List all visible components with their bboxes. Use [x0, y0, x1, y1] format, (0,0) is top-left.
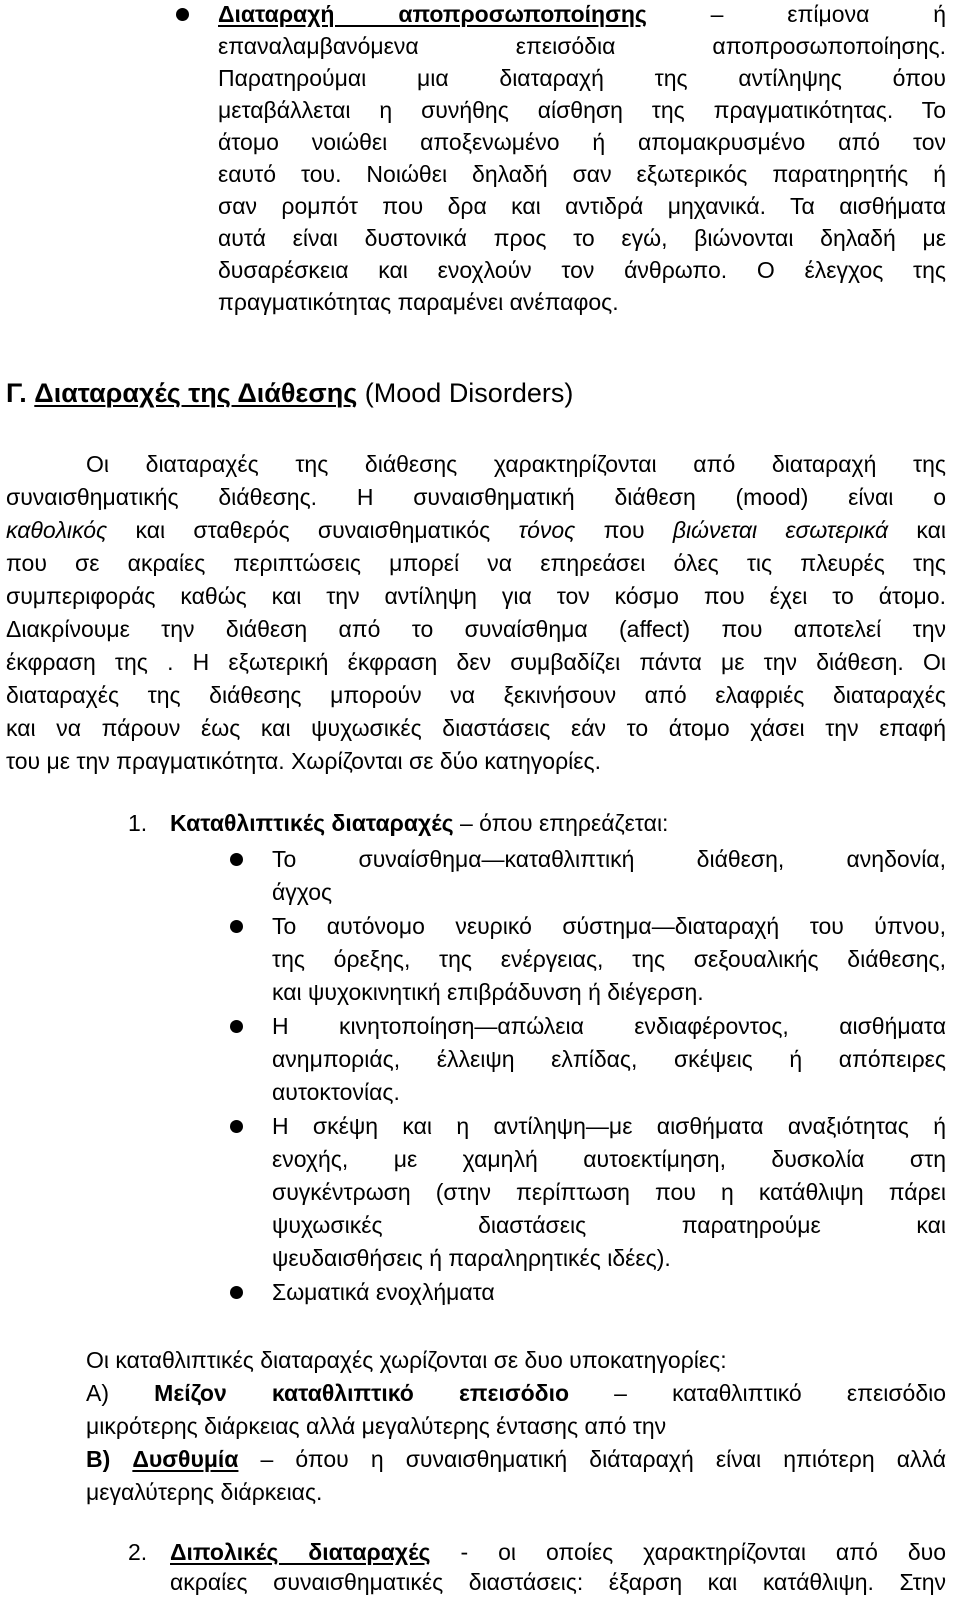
paragraph-line: συναισθηματικής διάθεσης. Η συναισθηματική διάθεση (mood) είναι ο: [6, 484, 946, 510]
bullet-line: ψυχωσικές διαστάσεις παρατηρούμε και: [272, 1212, 946, 1238]
section1-line: μεταβάλλεται η συνήθης αίσθηση της πραγματικότητας. Το: [218, 97, 946, 123]
item2-heading: [170, 1536, 946, 1568]
subcat-a-label: Α): [86, 1380, 109, 1406]
item1-heading: [170, 807, 668, 839]
emphasis: τόνος: [518, 517, 576, 543]
subcat-b-title: Δυσθυμία: [132, 1446, 239, 1472]
item2-title: Διπολικές διαταραχές: [170, 1539, 431, 1565]
section1-line: επαναλαμβανόμενα επεισόδια αποπροσωποποίησης.: [218, 33, 946, 59]
item1-title: Καταθλιπτικές διαταραχές: [170, 810, 454, 836]
subcat-a-line2: μικρότερης διάρκειας αλλά μεγαλύτερης έντασης από την: [86, 1413, 667, 1439]
bullet-line: άγχος: [272, 879, 333, 905]
heading-prefix: Γ.: [6, 378, 27, 408]
section1-first-line: [218, 0, 946, 30]
item2-rest: - οι οποίες χαρακτηρίζονται από δυο: [460, 1539, 947, 1565]
bullet-icon: [230, 920, 243, 933]
bullet-line: ψευδαισθήσεις ή παραληρητικές ιδέες).: [272, 1245, 671, 1271]
subcat-b-line2: μεγαλύτερης διάρκειας.: [86, 1479, 323, 1505]
bullet-line: αυτοκτονίας.: [272, 1079, 400, 1105]
text: που: [575, 517, 673, 543]
section1-line: σαν ρομπότ που δρα και αντιδρά μηχανικά. Τα αισθήματα: [218, 193, 946, 219]
section1-line: δυσαρέσκεια και ενοχλούν τον άνθρωπο. Ο έλεγχος της: [218, 257, 946, 283]
item2-number: 2.: [128, 1539, 148, 1565]
paragraph-line: που σε ακραίες περιπτώσεις μπορεί να επηρεάσει όλες τις πλευρές της: [6, 550, 946, 576]
bullet-icon: [230, 1020, 243, 1033]
item2-line2: ακραίες συναισθηματικές διαστάσεις: έξαρση και κατάθλιψη. Στην: [170, 1569, 946, 1595]
bullet-line: Σωματικά ενοχλήματα: [272, 1279, 495, 1305]
bullet-line: συγκέντρωση (στην περίπτωση που η κατάθλιψη πάρει: [272, 1179, 946, 1205]
subcat-a-rest: – καταθλιπτικό επεισόδιο: [614, 1380, 947, 1406]
bullet-icon: [230, 1286, 243, 1299]
text: και: [888, 517, 946, 543]
subcats-intro: Οι καταθλιπτικές διαταραχές χωρίζονται σε δυο υποκατηγορίες:: [86, 1347, 727, 1373]
item1-number: 1.: [128, 810, 148, 836]
subcat-a-title: Μείζον καταθλιπτικό επεισόδιο: [154, 1380, 570, 1406]
bullet-line: Το συναίσθημα—καταθλιπτική διάθεση, ανηδονία,: [272, 846, 946, 872]
section1-line: άτομο νοιώθει αποξενωμένο ή απομακρυσμένο από τον: [218, 129, 946, 155]
bullet-line: Η κινητοποίηση—απώλεια ενδιαφέροντος, αισθήματα: [272, 1013, 946, 1039]
heading-suffix: (Mood Disorders): [364, 378, 574, 408]
section1-line: Παρατηρούμαι μια διαταραχή της αντίληψης όπου: [218, 65, 946, 91]
paragraph-line: έκφραση της . Η εξωτερική έκφραση δεν συμβαδίζει πάντα με την διάθεση. Οι: [6, 649, 946, 675]
bullet-icon: [230, 853, 243, 866]
bullet-line: της όρεξης, της ενέργειας, της σεξουαλικής διάθεσης,: [272, 946, 946, 972]
paragraph-line: Διακρίνουμε την διάθεση από το συναίσθημα (affect) που αποτελεί την: [6, 616, 946, 642]
section1-line: αυτά είναι δυστονικά προς το εγώ, βιώνονται δηλαδή με: [218, 225, 946, 251]
paragraph-line: Οι διαταραχές της διάθεσης χαρακτηρίζονται από διαταραχή της: [86, 451, 946, 477]
subcat-b-rest: – όπου η συναισθηματική διάταραχή είναι ηπιότερη αλλά: [260, 1446, 946, 1472]
bullet-icon: [230, 1120, 243, 1133]
section1-title: Διαταραχή αποπροσωποποίησης: [218, 1, 647, 27]
subcat-b-line: [86, 1443, 946, 1475]
section-heading: [6, 377, 573, 409]
bullet-line: ενοχής, με χαμηλή αυτοεκτίμηση, δυσκολία στη: [272, 1146, 946, 1172]
emphasis: καθολικός: [6, 517, 108, 543]
heading-title: Διαταραχές της Διάθεσης: [34, 378, 358, 408]
bullet-line: Το αυτόνομο νευρικό σύστημα—διαταραχή του ύπνου,: [272, 913, 946, 939]
paragraph-line: διαταραχές της διάθεσης μπορούν να ξεκινήσουν από ελαφριές διαταραχές: [6, 682, 946, 708]
paragraph-line: του με την πραγματικότητα. Χωρίζονται σε δύο κατηγορίες.: [6, 748, 602, 774]
bullet-line: Η σκέψη και η αντίληψη—με αισθήματα αναξιότητας ή: [272, 1113, 946, 1139]
section1-intro: – επίμονα ή: [710, 1, 946, 27]
item1-rest: – όπου επηρεάζεται:: [460, 810, 669, 836]
paragraph-line: συμπεριφοράς καθώς και την αντίληψη για τον κόσμο που έχει το άτομο.: [6, 583, 946, 609]
bullet-icon: [176, 8, 189, 21]
bullet-line: ανημποριάς, έλλειψη ελπίδας, σκέψεις ή απόπειρες: [272, 1046, 946, 1072]
paragraph-line: και να πάρουν έως και ψυχωσικές διαστάσεις εάν το άτομο χάσει την επαφή: [6, 715, 946, 741]
section1-line: εαυτό του. Νοιώθει δηλαδή σαν εξωτερικός παρατηρητής ή: [218, 161, 946, 187]
subcat-a-line: [86, 1377, 946, 1409]
section1-line: πραγματικότητας παραμένει ανέπαφος.: [218, 289, 619, 315]
paragraph-line: [6, 514, 946, 546]
subcat-b-label: Β): [86, 1446, 111, 1472]
emphasis: βιώνεται εσωτερικά: [672, 517, 889, 543]
text: και σταθερός συναισθηματικός: [107, 517, 519, 543]
bullet-line: και ψυχοκινητική επιβράδυνση ή διέγερση.: [272, 979, 704, 1005]
